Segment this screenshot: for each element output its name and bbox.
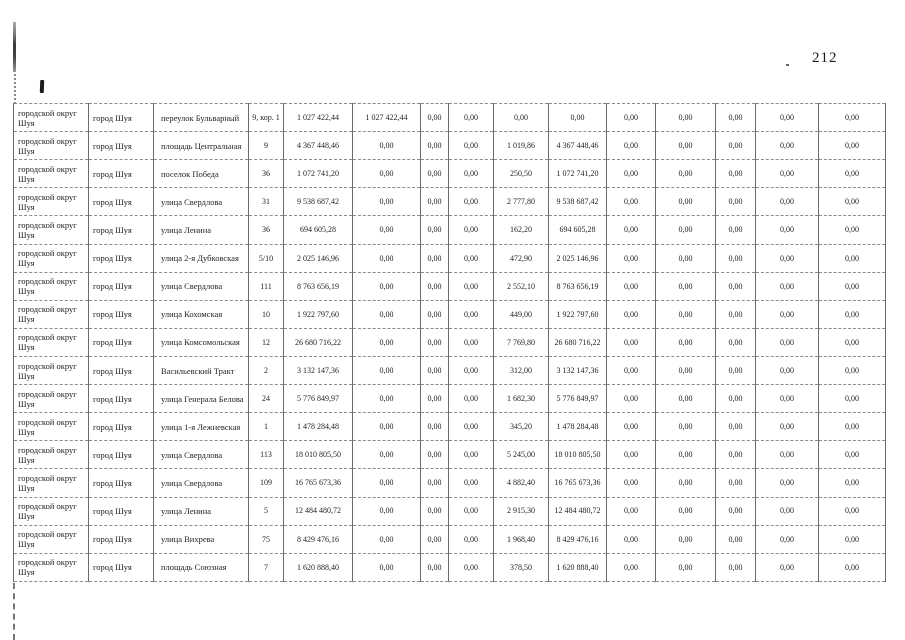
okrug-cell: городской округ Шуя <box>14 244 89 272</box>
value-cell: 0,00 <box>421 216 449 244</box>
value-cell: 0,00 <box>756 300 819 328</box>
value-cell: 0,00 <box>716 356 756 384</box>
value-cell: 1 019,86 <box>494 132 549 160</box>
value-cell: 0,00 <box>449 216 494 244</box>
okrug-cell: городской округ Шуя <box>14 356 89 384</box>
value-cell: 0,00 <box>353 132 421 160</box>
city-cell: город Шуя <box>89 497 154 525</box>
okrug-cell: городской округ Шуя <box>14 188 89 216</box>
value-cell: 0,00 <box>819 553 886 581</box>
value-cell: 0,00 <box>607 469 656 497</box>
value-cell: 0,00 <box>421 188 449 216</box>
value-cell: 8 429 476,16 <box>284 525 353 553</box>
value-cell: 8 429 476,16 <box>549 525 607 553</box>
okrug-cell: городской округ Шуя <box>14 300 89 328</box>
value-cell: 0,00 <box>716 244 756 272</box>
value-cell: 0,00 <box>449 328 494 356</box>
value-cell: 0,00 <box>449 469 494 497</box>
value-cell: 0,00 <box>656 469 716 497</box>
city-cell: город Шуя <box>89 188 154 216</box>
value-cell: 1 072 741,20 <box>284 160 353 188</box>
value-cell: 0,00 <box>494 104 549 132</box>
value-cell: 0,00 <box>353 300 421 328</box>
value-cell: 0,00 <box>353 160 421 188</box>
value-cell: 0,00 <box>819 497 886 525</box>
value-cell: 0,00 <box>819 244 886 272</box>
table-body <box>14 104 886 582</box>
city-cell: город Шуя <box>89 469 154 497</box>
table-row <box>14 216 886 244</box>
value-cell: 0,00 <box>607 328 656 356</box>
value-cell: 0,00 <box>716 469 756 497</box>
value-cell: 0,00 <box>449 160 494 188</box>
city-cell: город Шуя <box>89 553 154 581</box>
value-cell: 0,00 <box>819 188 886 216</box>
value-cell: 0,00 <box>449 272 494 300</box>
table-row <box>14 104 886 132</box>
value-cell: 0,00 <box>607 244 656 272</box>
value-cell: 2 025 146,96 <box>549 244 607 272</box>
ink-speck <box>786 64 789 66</box>
city-cell: город Шуя <box>89 216 154 244</box>
okrug-cell: городской округ Шуя <box>14 385 89 413</box>
page-number: 212 <box>812 50 838 66</box>
scan-artifact-left-dashes <box>13 583 15 640</box>
value-cell: 2 552,10 <box>494 272 549 300</box>
value-cell: 5 776 849,97 <box>284 385 353 413</box>
value-cell: 4 882,40 <box>494 469 549 497</box>
value-cell: 1 072 741,20 <box>549 160 607 188</box>
value-cell: 0,00 <box>353 525 421 553</box>
value-cell: 694 605,28 <box>549 216 607 244</box>
value-cell: 0,00 <box>421 132 449 160</box>
value-cell: 0,00 <box>353 244 421 272</box>
value-cell: 0,00 <box>353 469 421 497</box>
value-cell: 0,00 <box>716 497 756 525</box>
value-cell: 0,00 <box>421 441 449 469</box>
street-cell: улица Свердлова <box>154 441 249 469</box>
value-cell: 378,50 <box>494 553 549 581</box>
value-cell: 0,00 <box>353 272 421 300</box>
value-cell: 18 010 805,50 <box>284 441 353 469</box>
house-cell: 31 <box>249 188 284 216</box>
street-cell: Васильевский Тракт <box>154 356 249 384</box>
value-cell: 0,00 <box>716 104 756 132</box>
value-cell: 0,00 <box>449 188 494 216</box>
house-cell: 24 <box>249 385 284 413</box>
value-cell: 5 245,00 <box>494 441 549 469</box>
value-cell: 0,00 <box>656 188 716 216</box>
value-cell: 0,00 <box>819 300 886 328</box>
value-cell: 0,00 <box>656 300 716 328</box>
table-row <box>14 188 886 216</box>
value-cell: 0,00 <box>607 497 656 525</box>
value-cell: 0,00 <box>449 244 494 272</box>
house-cell: 111 <box>249 272 284 300</box>
value-cell: 16 765 673,36 <box>284 469 353 497</box>
value-cell: 0,00 <box>656 385 716 413</box>
house-cell: 109 <box>249 469 284 497</box>
value-cell: 0,00 <box>421 328 449 356</box>
value-cell: 472,90 <box>494 244 549 272</box>
value-cell: 345,20 <box>494 413 549 441</box>
value-cell: 0,00 <box>656 525 716 553</box>
value-cell: 0,00 <box>607 441 656 469</box>
value-cell: 0,00 <box>656 497 716 525</box>
value-cell: 0,00 <box>716 272 756 300</box>
value-cell: 0,00 <box>421 525 449 553</box>
value-cell: 0,00 <box>716 441 756 469</box>
value-cell: 12 484 480,72 <box>549 497 607 525</box>
value-cell: 0,00 <box>756 132 819 160</box>
value-cell: 0,00 <box>353 441 421 469</box>
house-cell: 5 <box>249 497 284 525</box>
value-cell: 0,00 <box>607 216 656 244</box>
house-cell: 113 <box>249 441 284 469</box>
value-cell: 0,00 <box>353 553 421 581</box>
street-cell: переулок Бульварный <box>154 104 249 132</box>
house-cell: 2 <box>249 356 284 384</box>
value-cell: 26 680 716,22 <box>284 328 353 356</box>
city-cell: город Шуя <box>89 300 154 328</box>
value-cell: 0,00 <box>449 441 494 469</box>
value-cell: 4 367 448,46 <box>549 132 607 160</box>
value-cell: 0,00 <box>656 132 716 160</box>
city-cell: город Шуя <box>89 328 154 356</box>
value-cell: 18 010 805,50 <box>549 441 607 469</box>
street-cell: площадь Союзная <box>154 553 249 581</box>
value-cell: 0,00 <box>607 553 656 581</box>
value-cell: 1 620 888,40 <box>284 553 353 581</box>
street-cell: площадь Центральная <box>154 132 249 160</box>
okrug-cell: городской округ Шуя <box>14 160 89 188</box>
value-cell: 0,00 <box>656 244 716 272</box>
value-cell: 16 765 673,36 <box>549 469 607 497</box>
value-cell: 0,00 <box>819 272 886 300</box>
street-cell: улица Ленина <box>154 497 249 525</box>
okrug-cell: городской округ Шуя <box>14 328 89 356</box>
table-row <box>14 272 886 300</box>
okrug-cell: городской округ Шуя <box>14 525 89 553</box>
street-cell: улица Кохомская <box>154 300 249 328</box>
table-row <box>14 356 886 384</box>
value-cell: 0,00 <box>607 525 656 553</box>
house-cell: 9, кор. 1 <box>249 104 284 132</box>
value-cell: 26 680 716,22 <box>549 328 607 356</box>
value-cell: 0,00 <box>656 216 716 244</box>
value-cell: 1 620 888,40 <box>549 553 607 581</box>
value-cell: 0,00 <box>656 413 716 441</box>
value-cell: 0,00 <box>656 328 716 356</box>
value-cell: 0,00 <box>756 497 819 525</box>
value-cell: 0,00 <box>607 300 656 328</box>
value-cell: 0,00 <box>449 356 494 384</box>
value-cell: 8 763 656,19 <box>549 272 607 300</box>
table-row <box>14 300 886 328</box>
value-cell: 0,00 <box>756 216 819 244</box>
value-cell: 0,00 <box>353 188 421 216</box>
value-cell: 0,00 <box>716 328 756 356</box>
value-cell: 0,00 <box>353 216 421 244</box>
value-cell: 3 132 147,36 <box>549 356 607 384</box>
value-cell: 250,50 <box>494 160 549 188</box>
value-cell: 0,00 <box>819 441 886 469</box>
value-cell: 0,00 <box>421 272 449 300</box>
value-cell: 0,00 <box>756 553 819 581</box>
table-row <box>14 132 886 160</box>
value-cell: 1 027 422,44 <box>353 104 421 132</box>
value-cell: 0,00 <box>421 300 449 328</box>
value-cell: 1 478 284,48 <box>549 413 607 441</box>
value-cell: 0,00 <box>819 104 886 132</box>
okrug-cell: городской округ Шуя <box>14 132 89 160</box>
value-cell: 0,00 <box>421 356 449 384</box>
value-cell: 0,00 <box>353 497 421 525</box>
street-cell: улица Вихрева <box>154 525 249 553</box>
value-cell: 0,00 <box>819 385 886 413</box>
value-cell: 0,00 <box>819 525 886 553</box>
okrug-cell: городской округ Шуя <box>14 216 89 244</box>
city-cell: город Шуя <box>89 413 154 441</box>
house-cell: 9 <box>249 132 284 160</box>
value-cell: 0,00 <box>607 160 656 188</box>
house-cell: 1 <box>249 413 284 441</box>
value-cell: 5 776 849,97 <box>549 385 607 413</box>
value-cell: 0,00 <box>716 300 756 328</box>
value-cell: 0,00 <box>353 385 421 413</box>
table-row <box>14 469 886 497</box>
scan-artifact-left-dots <box>14 74 16 104</box>
value-cell: 0,00 <box>656 160 716 188</box>
value-cell: 1 027 422,44 <box>284 104 353 132</box>
city-cell: город Шуя <box>89 525 154 553</box>
value-cell: 0,00 <box>819 132 886 160</box>
value-cell: 9 538 687,42 <box>284 188 353 216</box>
table-row <box>14 441 886 469</box>
value-cell: 0,00 <box>716 132 756 160</box>
table-row <box>14 385 886 413</box>
street-cell: улица Ленина <box>154 216 249 244</box>
city-cell: город Шуя <box>89 356 154 384</box>
city-cell: город Шуя <box>89 244 154 272</box>
value-cell: 0,00 <box>353 356 421 384</box>
value-cell: 0,00 <box>756 160 819 188</box>
value-cell: 0,00 <box>449 385 494 413</box>
value-cell: 0,00 <box>819 216 886 244</box>
value-cell: 0,00 <box>656 553 716 581</box>
value-cell: 0,00 <box>421 497 449 525</box>
value-cell: 0,00 <box>449 300 494 328</box>
value-cell: 0,00 <box>421 385 449 413</box>
table-row <box>14 328 886 356</box>
okrug-cell: городской округ Шуя <box>14 272 89 300</box>
value-cell: 0,00 <box>421 244 449 272</box>
city-cell: город Шуя <box>89 272 154 300</box>
value-cell: 0,00 <box>756 385 819 413</box>
value-cell: 312,00 <box>494 356 549 384</box>
value-cell: 0,00 <box>607 385 656 413</box>
value-cell: 0,00 <box>819 413 886 441</box>
value-cell: 0,00 <box>449 497 494 525</box>
street-cell: улица Свердлова <box>154 469 249 497</box>
okrug-cell: городской округ Шуя <box>14 441 89 469</box>
value-cell: 1 478 284,48 <box>284 413 353 441</box>
value-cell: 162,20 <box>494 216 549 244</box>
value-cell: 8 763 656,19 <box>284 272 353 300</box>
street-cell: улица Комсомольская <box>154 328 249 356</box>
table-row <box>14 553 886 581</box>
okrug-cell: городской округ Шуя <box>14 413 89 441</box>
address-values-table <box>13 103 886 582</box>
value-cell: 0,00 <box>756 413 819 441</box>
value-cell: 0,00 <box>819 328 886 356</box>
value-cell: 0,00 <box>716 188 756 216</box>
house-cell: 7 <box>249 553 284 581</box>
value-cell: 0,00 <box>716 160 756 188</box>
value-cell: 0,00 <box>449 104 494 132</box>
value-cell: 0,00 <box>819 160 886 188</box>
value-cell: 0,00 <box>449 132 494 160</box>
house-cell: 36 <box>249 216 284 244</box>
value-cell: 0,00 <box>421 469 449 497</box>
value-cell: 0,00 <box>607 132 656 160</box>
value-cell: 12 484 480,72 <box>284 497 353 525</box>
value-cell: 0,00 <box>353 413 421 441</box>
value-cell: 0,00 <box>656 441 716 469</box>
street-cell: улица Генерала Белова <box>154 385 249 413</box>
city-cell: город Шуя <box>89 104 154 132</box>
value-cell: 0,00 <box>421 553 449 581</box>
city-cell: город Шуя <box>89 132 154 160</box>
value-cell: 1 922 797,60 <box>284 300 353 328</box>
street-cell: улица Свердлова <box>154 272 249 300</box>
house-cell: 10 <box>249 300 284 328</box>
value-cell: 694 605,28 <box>284 216 353 244</box>
value-cell: 0,00 <box>421 104 449 132</box>
value-cell: 0,00 <box>449 525 494 553</box>
house-cell: 75 <box>249 525 284 553</box>
city-cell: город Шуя <box>89 441 154 469</box>
value-cell: 0,00 <box>756 188 819 216</box>
value-cell: 0,00 <box>756 244 819 272</box>
house-cell: 12 <box>249 328 284 356</box>
okrug-cell: городской округ Шуя <box>14 497 89 525</box>
value-cell: 0,00 <box>656 104 716 132</box>
value-cell: 0,00 <box>607 104 656 132</box>
value-cell: 9 538 687,42 <box>549 188 607 216</box>
value-cell: 4 367 448,46 <box>284 132 353 160</box>
okrug-cell: городской округ Шуя <box>14 553 89 581</box>
okrug-cell: городской округ Шуя <box>14 104 89 132</box>
value-cell: 3 132 147,36 <box>284 356 353 384</box>
value-cell: 0,00 <box>716 413 756 441</box>
table-row <box>14 413 886 441</box>
value-cell: 0,00 <box>756 469 819 497</box>
table-row <box>14 497 886 525</box>
value-cell: 0,00 <box>716 385 756 413</box>
value-cell: 0,00 <box>819 469 886 497</box>
value-cell: 0,00 <box>549 104 607 132</box>
value-cell: 2 915,30 <box>494 497 549 525</box>
value-cell: 449,00 <box>494 300 549 328</box>
value-cell: 0,00 <box>607 188 656 216</box>
table-row <box>14 244 886 272</box>
street-cell: улица 2-я Дубковская <box>154 244 249 272</box>
table-row <box>14 160 886 188</box>
value-cell: 0,00 <box>756 356 819 384</box>
value-cell: 1 968,40 <box>494 525 549 553</box>
value-cell: 0,00 <box>449 553 494 581</box>
value-cell: 2 025 146,96 <box>284 244 353 272</box>
street-cell: поселок Победа <box>154 160 249 188</box>
value-cell: 0,00 <box>756 441 819 469</box>
value-cell: 0,00 <box>756 104 819 132</box>
house-cell: 5/10 <box>249 244 284 272</box>
value-cell: 1 922 797,60 <box>549 300 607 328</box>
value-cell: 0,00 <box>607 413 656 441</box>
value-cell: 2 777,80 <box>494 188 549 216</box>
value-cell: 0,00 <box>716 525 756 553</box>
value-cell: 0,00 <box>607 356 656 384</box>
value-cell: 0,00 <box>656 356 716 384</box>
street-cell: улица Свердлова <box>154 188 249 216</box>
table-row <box>14 525 886 553</box>
okrug-cell: городской округ Шуя <box>14 469 89 497</box>
value-cell: 0,00 <box>449 413 494 441</box>
value-cell: 0,00 <box>421 413 449 441</box>
scan-artifact-left-line <box>13 22 16 72</box>
value-cell: 0,00 <box>656 272 716 300</box>
value-cell: 0,00 <box>353 328 421 356</box>
value-cell: 0,00 <box>716 553 756 581</box>
value-cell: 0,00 <box>819 356 886 384</box>
value-cell: 0,00 <box>607 272 656 300</box>
value-cell: 0,00 <box>756 272 819 300</box>
value-cell: 1 682,30 <box>494 385 549 413</box>
city-cell: город Шуя <box>89 160 154 188</box>
value-cell: 0,00 <box>421 160 449 188</box>
city-cell: город Шуя <box>89 385 154 413</box>
street-cell: улица 1-я Лежневская <box>154 413 249 441</box>
scan-artifact-ink-mark <box>40 80 44 93</box>
value-cell: 0,00 <box>756 328 819 356</box>
value-cell: 0,00 <box>756 525 819 553</box>
value-cell: 7 769,80 <box>494 328 549 356</box>
value-cell: 0,00 <box>716 216 756 244</box>
house-cell: 36 <box>249 160 284 188</box>
